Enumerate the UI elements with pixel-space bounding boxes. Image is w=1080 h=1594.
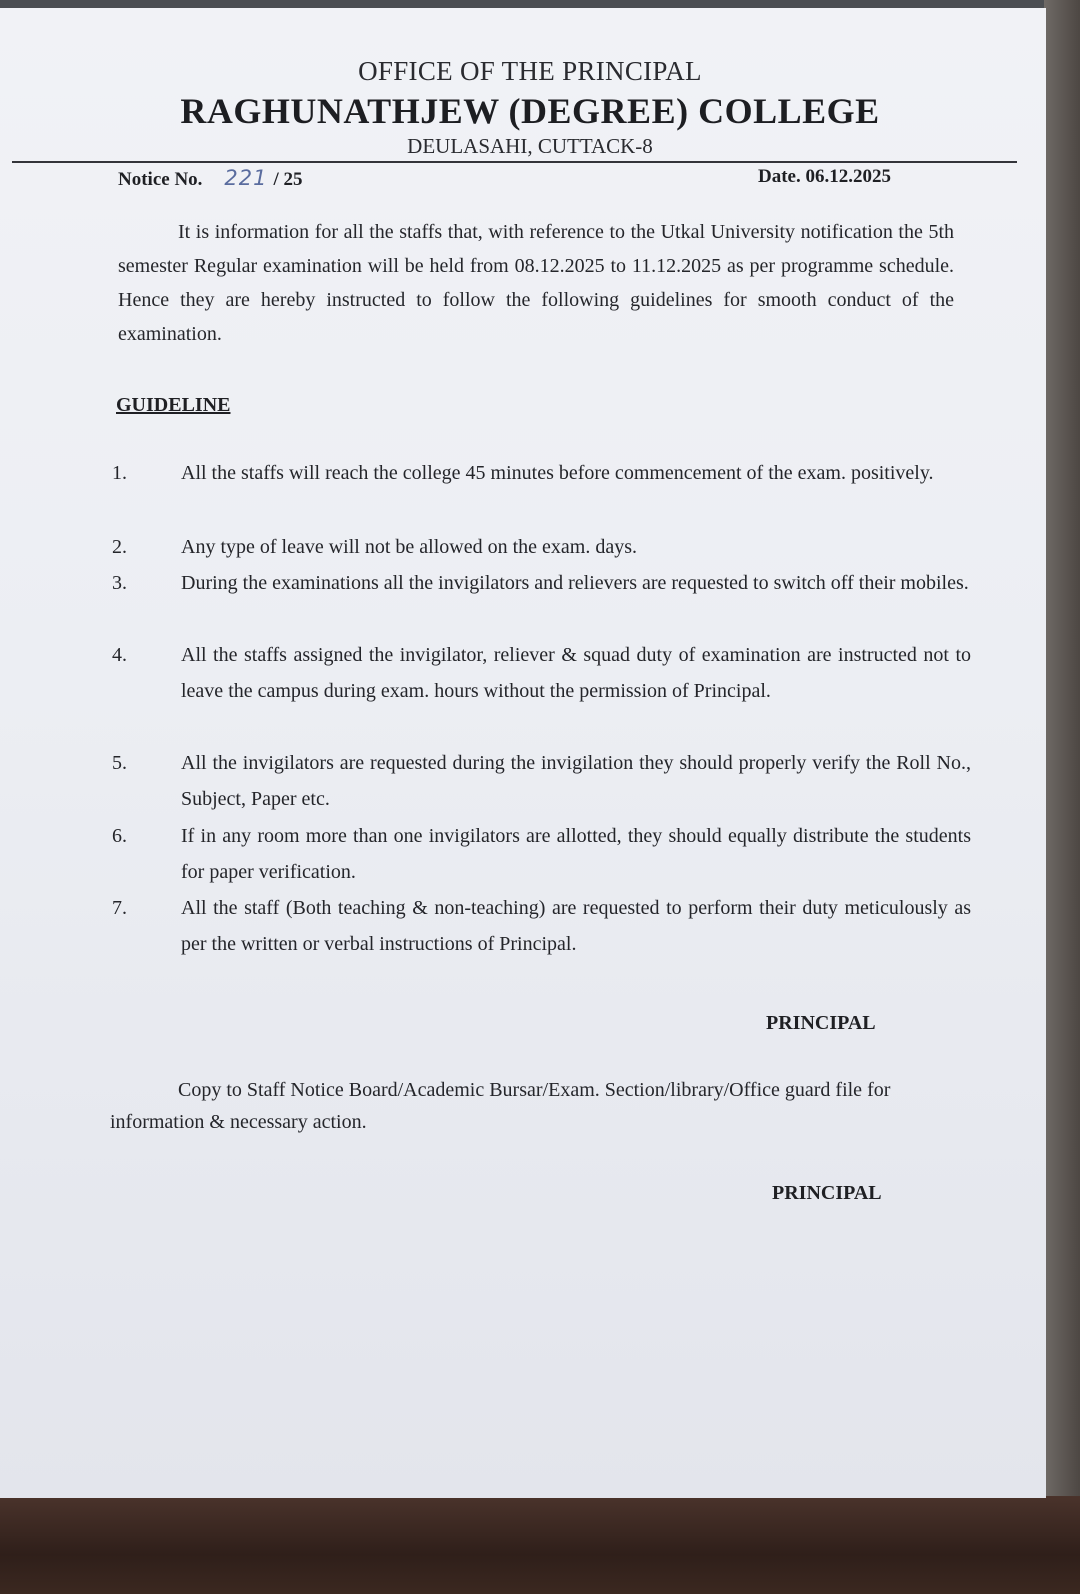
header-divider [12,161,1017,163]
guideline-item [112,565,972,601]
guideline-item [112,637,972,709]
guideline-text: During the examinations all the invigilators and relievers are requested to switch off their mobiles. [181,572,969,594]
guideline-text: Any type of leave will not be allowed on the exam. days. [181,536,637,558]
guideline-item [112,745,972,817]
handwritten-notice-number: 221 [224,166,268,190]
desk-surface [0,1496,1080,1594]
guideline-number: 5. [112,752,127,774]
intro-paragraph: It is information for all the staffs that, with reference to the Utkal University notification the 5th semester Regular examination will be held from 08.12.2025 to 11.12.2025 as per programme schedule. Hence they are hereby instructed to follow the following guidelines for smooth conduct of the examination. [118,221,954,345]
guideline-number: 2. [112,536,127,558]
guideline-text: All the staffs assigned the invigilator, reliever & squad duty of examination are instructed not to leave the campus during exam. hours without the permission of Principal. [181,644,971,702]
photo-right-edge [1044,0,1080,1500]
guideline-text: All the staffs will reach the college 45 minutes before commencement of the exam. positively. [181,462,934,484]
principal-signature-copy: PRINCIPAL [772,1182,882,1204]
college-name: RAGHUNATHJEW (DEGREE) COLLEGE [180,91,880,131]
guideline-item [112,455,972,491]
guideline-number: 1. [112,462,127,484]
photo-top-edge [0,0,1080,8]
guideline-text: All the staff (Both teaching & non-teaching) are requested to perform their duty meticulously as per the written or verbal instructions of Principal. [181,897,971,955]
guideline-text: If in any room more than one invigilators are allotted, they should equally distribute the students for paper verification. [181,825,971,883]
office-title: OFFICE OF THE PRINCIPAL [358,56,702,86]
guideline-number: 4. [112,644,127,666]
guideline-item [112,890,972,962]
guideline-item [112,529,972,565]
guideline-item [112,818,972,890]
guideline-text: All the invigilators are requested during the invigilation they should properly verify the Roll No., Subject, Paper etc. [181,752,971,810]
notice-suffix: / 25 [273,169,303,190]
guideline-number: 6. [112,825,127,847]
principal-signature: PRINCIPAL [766,1012,876,1034]
guideline-heading: GUIDELINE [116,394,231,416]
college-address: DEULASAHI, CUTTACK-8 [407,134,653,158]
guideline-number: 3. [112,572,127,594]
notice-label: Notice No. [118,169,203,190]
copy-to-paragraph: Copy to Staff Notice Board/Academic Bursar/Exam. Section/library/Office guard file for information & necessary action. [110,1079,891,1133]
notice-document [0,8,1046,1498]
notice-number [118,166,303,191]
guideline-number: 7. [112,897,127,919]
notice-date: Date. 06.12.2025 [758,166,891,187]
